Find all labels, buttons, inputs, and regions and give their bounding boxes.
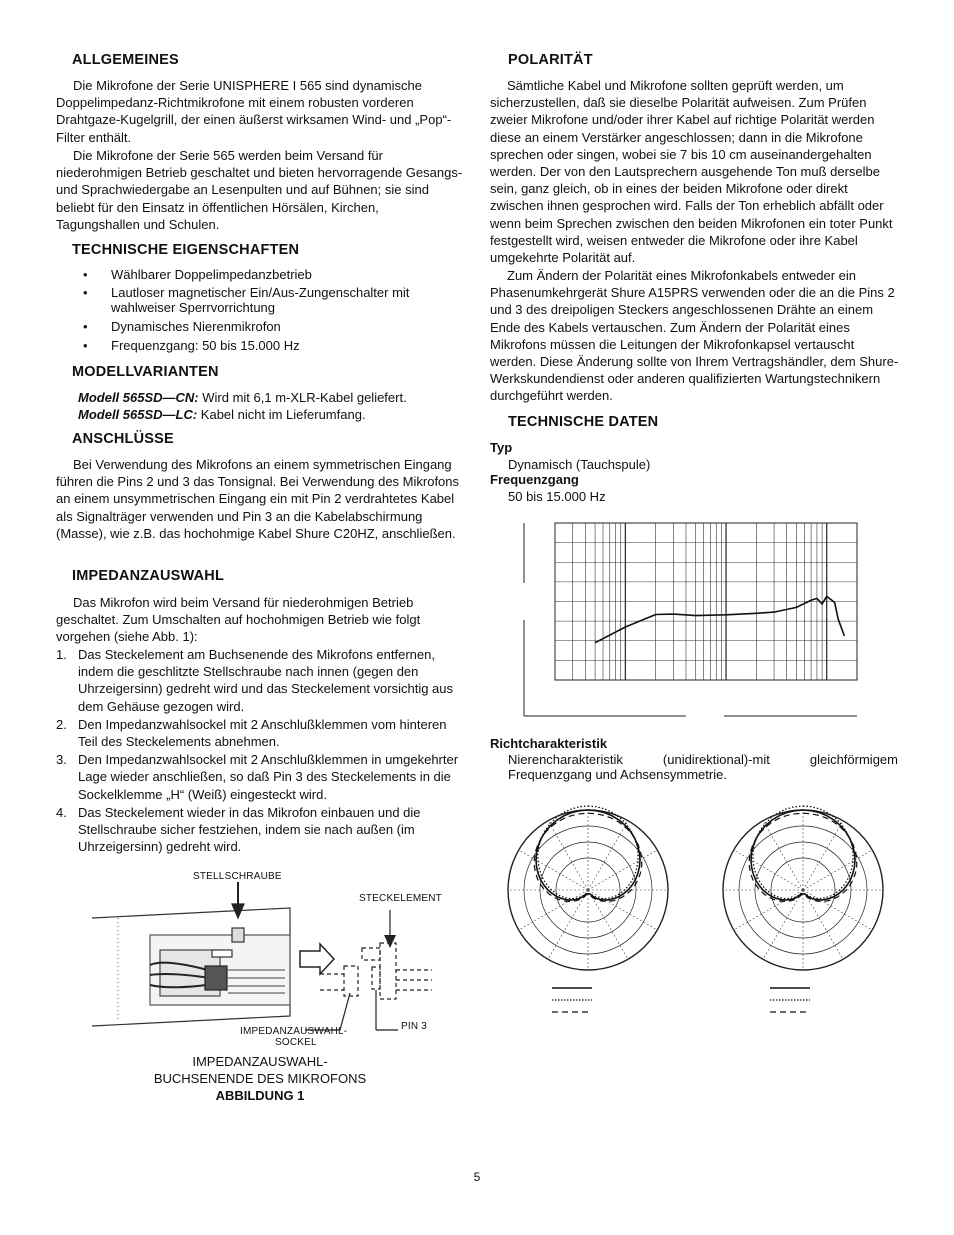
polar-ring [723, 810, 883, 970]
polar-spoke [763, 821, 803, 890]
caption-title: ABBILDUNG 1 [215, 1088, 305, 1104]
list-item: • Wählbarer Doppelimpedanzbetrieb [56, 266, 464, 283]
plug-element [160, 950, 220, 996]
polar-ring [739, 826, 867, 954]
plug-housing [150, 935, 290, 1005]
leader-sockel [305, 993, 350, 1030]
polar-ring [540, 842, 636, 938]
model-lc-text: Kabel nicht im Lieferumfang. [197, 407, 366, 422]
slot-marker [212, 950, 232, 957]
paragraph-anschluesse: Bei Verwendung des Mikrofons an einem symmetrischen Eingang führen die Pins 2 und 3 das Tonsignal. Bei Verwendung des Mikrofons an einem unsymmetrischen Eingang ein mit Pin 2 verdrahtetes Kabel als Signalträger verwenden und Pin 3 an die Kabelabschirmung (Masse), wie z.B. das hochohmige Kabel Shure C20HZ, anschließen. [56, 457, 460, 541]
polar-spoke [519, 850, 588, 890]
page-number: 5 [473, 1170, 481, 1184]
polar-ring [524, 826, 652, 954]
frequenzgang-value: 50 bis 15.000 Hz [508, 489, 606, 504]
paragraph-allgemeines-1: Die Mikrofone der Serie UNISPHERE I 565 sind dynamische Doppelimpedanz-Richtmikrofone mit einem robusten vorderen Drahtgaze-Kugelgrill, der einen äußerst wirksamen Wind- und „Pop“-Filter enthält. [56, 78, 452, 145]
heading-anschluesse: ANSCHLÜSSE [72, 431, 174, 447]
polar-curve-solid [751, 810, 855, 900]
richtcharakteristik-value: Nierencharakteristik (unidirektional)-mit gleichförmigem Frequenzgang und Achsensymmetrie. [508, 752, 898, 782]
heading-modellvarianten: MODELLVARIANTEN [72, 364, 219, 380]
heading-polaritaet: POLARITÄT [508, 52, 593, 68]
features-list [56, 266, 464, 354]
leader-steckelement-head [384, 935, 396, 948]
polar-spoke [803, 821, 843, 890]
step-text: Das Steckelement wieder in das Mikrofon einbauen und die Stellschraube sicher festziehen, indem sie nach außen (im Uhrzeigersinn) gedreht wird. [78, 804, 421, 855]
model-cn-text: Wird mit 6,1 m-XLR-Kabel geliefert. [198, 390, 407, 405]
polar-spoke [588, 890, 628, 959]
wires [150, 963, 215, 988]
direction-arrow [300, 944, 334, 974]
model-lc [78, 406, 464, 423]
heading-impedanzauswahl: IMPEDANZAUSWAHL [72, 568, 225, 584]
step-item [56, 716, 464, 750]
step-text: Den Impedanzwahlsockel mit 2 Anschlußklemmen in umgekehrter Lage wieder anschließen, so daß Pin 3 des Steckelements in die Sockelklemme „H“ (Weiß) eingesteckt wird. [78, 752, 459, 802]
polar-curve-dashed [534, 813, 641, 901]
polar-ring [771, 858, 835, 922]
step-number: 1. [56, 647, 67, 662]
step-item [56, 804, 464, 856]
polar-spoke [803, 890, 843, 959]
step-number: 2. [56, 716, 67, 732]
polar-spoke [763, 890, 803, 959]
step-item [56, 751, 464, 803]
polar-spoke [588, 850, 657, 890]
impedance-socket [205, 966, 227, 990]
polar-spoke [803, 890, 872, 930]
heading-technische-eigenschaften: TECHNISCHE EIGENSCHAFTEN [72, 242, 300, 258]
set-screw-arrow-head [232, 904, 244, 918]
paragraph-polaritaet-2: Zum Ändern der Polarität eines Mikrofonkabels entweder ein Phasenumkehrgerät Shure A15PRS verwenden oder die an die Pins 2 und 3 des dreipoligen Steckers angeschlossenen Drähte an einem Ende des Kabels vertauschen. Zum Ändern der Polarität eines Mikrofons müssen die Leitungen der Mikrofonkapsel vertauscht werden. Diese Änderung sollte von Ihrem Vertragshändler, dem Shure-Werkskundendienst oder anderen qualifizierten Wartungstechnikern durchgeführt werden. [490, 268, 899, 404]
leader-pin3 [376, 990, 398, 1030]
richtcharakteristik-label: Richtcharakteristik [490, 736, 608, 751]
step-item [56, 646, 464, 715]
model-cn-name: Modell 565SD—CN: [78, 390, 199, 405]
typ-value: Dynamisch (Tauchspule) [508, 457, 651, 472]
polar-spoke [548, 821, 588, 890]
mic-body-outline [92, 908, 290, 1026]
model-cn [78, 389, 464, 406]
step-text: Den Impedanzwahlsockel mit 2 Anschlußklemmen vom hinteren Teil des Steckelements abnehmen. [78, 716, 447, 750]
caption-line-1: IMPEDANZAUSWAHL- [192, 1054, 328, 1069]
step-number: 4. [56, 804, 67, 820]
label-stellschraube: STELLSCHRAUBE [193, 871, 282, 882]
set-screw [232, 928, 244, 942]
polar-spoke [548, 890, 588, 959]
polar-spoke [734, 890, 803, 930]
typ-label: Typ [490, 440, 513, 455]
polar-ring [508, 810, 668, 970]
steps-list [56, 646, 464, 855]
polar-curve-dotted [538, 806, 638, 899]
polar-spoke [519, 890, 588, 930]
polar-ring [556, 858, 620, 922]
paragraph-allgemeines-2: Die Mikrofone der Serie 565 werden beim Versand für niederohmigen Betrieb geschaltet und bieten hervorragende Gesangs- und Sprachwiedergabe an Lesenpulten und auf Bühnen; sie sind beliebt für den Einsatz in öffentlichen Hörsälen, Kirchen, Tagungshallen und Schulen. [56, 148, 463, 232]
list-item: • Lautloser magnetischer Ein/Aus-Zungenschalter mit wahlweiser Sperrvorrichtung [56, 285, 464, 316]
pins [228, 970, 285, 993]
polar-plot [723, 806, 883, 1012]
chart-frame [555, 523, 857, 680]
label-sockel-1: IMPEDANZAUSWAHL- [240, 1026, 348, 1037]
frequenzgang-label: Frequenzgang [490, 472, 579, 487]
heading-allgemeines: ALLGEMEINES [72, 52, 179, 68]
label-sockel-2: SOCKEL [275, 1037, 317, 1048]
list-item: • Dynamisches Nierenmikrofon [56, 318, 464, 335]
series-frequenzgang-line [595, 596, 844, 642]
polar-spoke [803, 850, 872, 890]
figure-caption [130, 1053, 390, 1105]
step-number: 3. [56, 752, 67, 768]
caption-line-2: BUCHSENENDE DES MIKROFONS [153, 1071, 367, 1087]
list-item: • Frequenzgang: 50 bis 15.000 Hz [56, 337, 464, 354]
label-steckelement: STECKELEMENT [359, 893, 442, 904]
polar-plot [508, 806, 668, 1012]
polar-curve-dashed [749, 813, 856, 901]
paragraph-polaritaet-1: Sämtliche Kabel und Mikrofone sollten geprüft werden, um sicherzustellen, daß sie dieselbe Polarität aufweisen. Zum Prüfen zweier Mikrofone und/oder ihrer Kabel auf richtige Polarität werden diese an einem Verstärker angeschlossen; dann in die Mikrofone sprechen oder singen, wobei sie 7 bis 10 cm auseinandergehalten werden. Der von den Lautsprechern ausgehende Ton muß derselbe sein, ganz gleich, ob in eines der beiden Mikrofone oder direkt zwischen ihnen gesprochen wird. Falls der Ton erheblich abfällt oder wenn beim Sprechen zwischen den beiden Mikrofonen ein toter Punkt festgestellt wird, weisen entweder die Mikrofone oder ihre Kabel umgekehrte Polarität auf. [490, 78, 893, 266]
label-pin3: PIN 3 [401, 1021, 428, 1032]
polar-spoke [588, 890, 657, 930]
paragraph-impedanzauswahl: Das Mikrofon wird beim Versand für niederohmigen Betrieb geschaltet. Zum Umschalten auf hochohmigen Betrieb wie folgt vorgehen (siehe Abb. 1): [56, 595, 421, 645]
model-lc-name: Modell 565SD—LC: [78, 407, 198, 422]
step-text: Das Steckelement am Buchsenende des Mikrofons entfernen, indem die geschlitzte Stellschraube nach innen (gegen den Uhrzeigersinn) gedreht wird und das Steckelement vorsichtig aus dem Gehäuse gezogen wird. [78, 647, 454, 714]
polar-curve-solid [536, 810, 640, 900]
polar-spoke [588, 821, 628, 890]
heading-technische-daten: TECHNISCHE DATEN [508, 414, 659, 430]
polar-spoke [734, 850, 803, 890]
polar-curve-dotted [753, 806, 853, 899]
polar-ring [755, 842, 851, 938]
plug-element-exploded [320, 943, 432, 999]
